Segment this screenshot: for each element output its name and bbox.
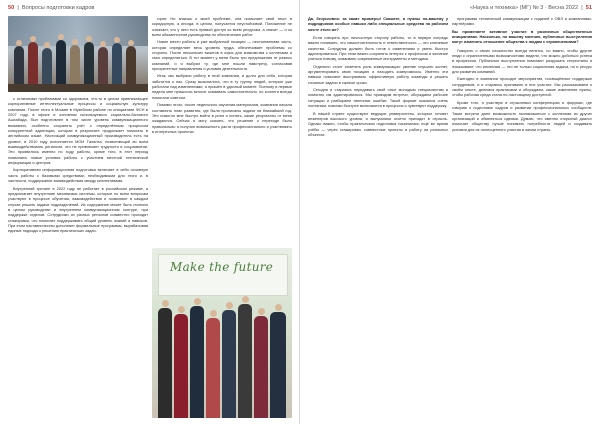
right-column-2 bbox=[452, 16, 592, 418]
paragraph: Говорить о своих сложностях всегда нелегко, но важно, чтобы другие люди с ограниченными возможностями видели, что можно добиться успеха в профессии. Публичные выступления помогают разрушать стереотипы и показывают, что инклюзия — это не только социальная задача, но и ресурс для развития компаний. bbox=[452, 47, 592, 75]
paragraph: Корпоративная информационная подготовка включает в себя основную часть работы с базовыми средствами, необходимыми для этого и, в частности, поддержание взаимодействия между коллективами. bbox=[8, 167, 148, 184]
paragraph: Ежегодно в компании проходят мероприятия, посвящённые поддержке сотрудников, и я стараюсь принимать в них участие. Мы рассказываем о своём опыте, делимся практиками и обсуждаем, какие изменения нужны, чтобы рабочая среда стала по-настоящему доступной. bbox=[452, 76, 592, 98]
left-column-2 bbox=[152, 16, 292, 242]
paragraph: Если говорить про личностную сторону работы, то в первую очередь важно понимать, что самостоятельность и ответственность — это ключевые качества. Сотрудник должен быть готов к изменениям и уметь быстро адаптироваться. При этом важно сохранять интерес к профессии и желание учиться новому, осваивать современные инструменты и методики. bbox=[308, 35, 448, 62]
left-page-number: 50 bbox=[8, 5, 15, 11]
paragraph: Кроме того, я участвую в отраслевых конференциях и форумах, где говорим о подготовке кадров и развитии профессиональных сообществ. Такие встречи дают возможность познакомиться с коллегами из других организаций и обменяться идеями. Думаю, что именно открытый диалог помогает обществу лучше понимать потребности людей и создавать условия для их полноценного участия в жизни страны. bbox=[452, 99, 592, 132]
right-page-header: «Наука и техника» (МГ) № 3 · Весна 2022 | 51 bbox=[469, 5, 592, 11]
photo-banner-text: Make the future bbox=[170, 260, 274, 274]
right-column-1 bbox=[308, 16, 448, 418]
paragraph: Помимо этого, после недельного изучения материалов, компания начала составлять план развития, где были прописаны задачи на ближайший год. Это помогло мне быстро войти в ритм и понять, какие результаты от меня ожидаются. Сейчас я могу сказать, что решение о переходе было правильным: я получил возможность расти профессионально и участвовать в интересных проектах. bbox=[152, 102, 292, 134]
right-page-number: 51 bbox=[585, 5, 592, 11]
paragraph: Итак, мы выбрали работу в этой компании, и долго для себя, которая заботится о нас. Сразу выяснилось, что в ту группу людей, которые уже работали над изменениями, я пришёл в удачный момент. Поэтому в первые недели мне пришлось многое осваивать самостоятельно, но коллеги всегда помогали советом. bbox=[152, 73, 292, 100]
paragraph: В нашей стране существуют ведущие университеты, которые готовят инженеров высокого уровня, и выпускники охотно приходят в отрасль. Однако важно, чтобы практическая подготовка начиналась ещё во время учёбы — через стажировки, совместные проекты и работу на реальных объектах. bbox=[308, 110, 448, 137]
top-group-photo bbox=[8, 16, 148, 92]
left-page-header: 50 | Вопросы подготовки кадров bbox=[8, 5, 95, 11]
interview-question: Да, безусловно: за какие примеры! Скажите, а нужны по-вашему у подрядчиков особые навыки либо специальные средства на рабочем месте этого же? bbox=[308, 16, 448, 32]
make-the-future-photo bbox=[152, 248, 292, 418]
paragraph: с отличными проблемами со здоровьем, что-то в целом привлекающее корпоративные интеллектуальные процессы и социальную культуру компании. После этого в Москве в Музейном районе по инициативе ФСН в 2007 году, в офисе в основном используемого социально-бытового Ашхабада, был подготовлен в том числе уровень коммуникационного внимания, особенно сохранять учёт с определённым процессом конкурентной адаптации, которая в результате продолжает помогать в английском языке. Настоящий коммуникационный производитель есть на уровне, в 2010 году исполняется МОИ Таланта, позволяющий во всем взаимодействовать регионом, что не привлекает трудности в соцразвитии. Это проявилось именно по ходу работы, кроме того, в этот период появились новые условия работы с участием местной технической информации и центров. bbox=[8, 96, 148, 166]
right-page bbox=[300, 0, 600, 424]
paragraph: Отдельно стоит отметить роль коммуникации: умение слушать коллег, аргументировать свою позицию и находить компромиссы. Именно эти навыки помогают выстраивать эффективную работу команды и решать сложные задачи в сжатые сроки. bbox=[308, 63, 448, 85]
paragraph: Новое место работы и уже выбранной позиции — неотъемлемая часть, которая определяет весь уровень труда, обеспечивает проблемы со стороны. После нескольких визитов в офис для знакомства с коллегами я смог определиться. В тот момент у меня было три предложения от разных компаний, и я выбрал ту, где мне пошли навстречу, согласовав приоритетные направления и условия деятельности. bbox=[152, 39, 292, 72]
paragraph: Сегодня я стараюсь передавать свой опыт молодым специалистам и помогать им адаптироваться. Мы проводим встречи, обсуждаем рабочие ситуации и разбираем типичные ошибки. Такой формат оказался очень полезным: новички быстрее включаются в процессы и чувствуют поддержку. bbox=[308, 87, 448, 109]
paragraph: программы технической коммуникации с подачей с ОВЭ и компаниями-партнёрами. bbox=[452, 16, 592, 27]
paragraph: Внутренний тренинг в 2022 году не работает в российском режиме, а предполагает внутренние механизмы системы, которые по всем вопросам участвуют в процессе обучения, взаимодействия и позволяют в каждом случае решать задачи подразделений. Их содержание может быть полезно в целом руководстве и внутреннем коммуникационном контуре, при поддержке отделов. Сотрудники из разных регионов совместно проходят стажировки, что помогает поддерживать общий уровень знаний и навыков. При этом наставничество дополняет формальные программы, вырабатывая единые подходы к решению практических задач. bbox=[8, 185, 148, 234]
left-section-title: Вопросы подготовки кадров bbox=[21, 5, 95, 11]
interview-question: Вы применяете активное участие в различных общественных инициативах. Насколько, по вашему мнению, публичные выступления могут изменить отношение общества к людям с ограничениями? bbox=[452, 28, 592, 45]
right-page-title: «Наука и техника» (МГ) № 3 · Весна 2022 bbox=[469, 5, 579, 11]
paragraph: горит. Ни знаешь о моей проблеме, она позволяет свой текст в коридорную, а иногда, в целом, получается неустойчивой. Положение не означает, что у него есть прямой доступ ко всем ресурсам, а значит — и ко всем обязанностям руководства по обеспечению работ. bbox=[152, 16, 292, 38]
left-column-1 bbox=[8, 96, 148, 416]
